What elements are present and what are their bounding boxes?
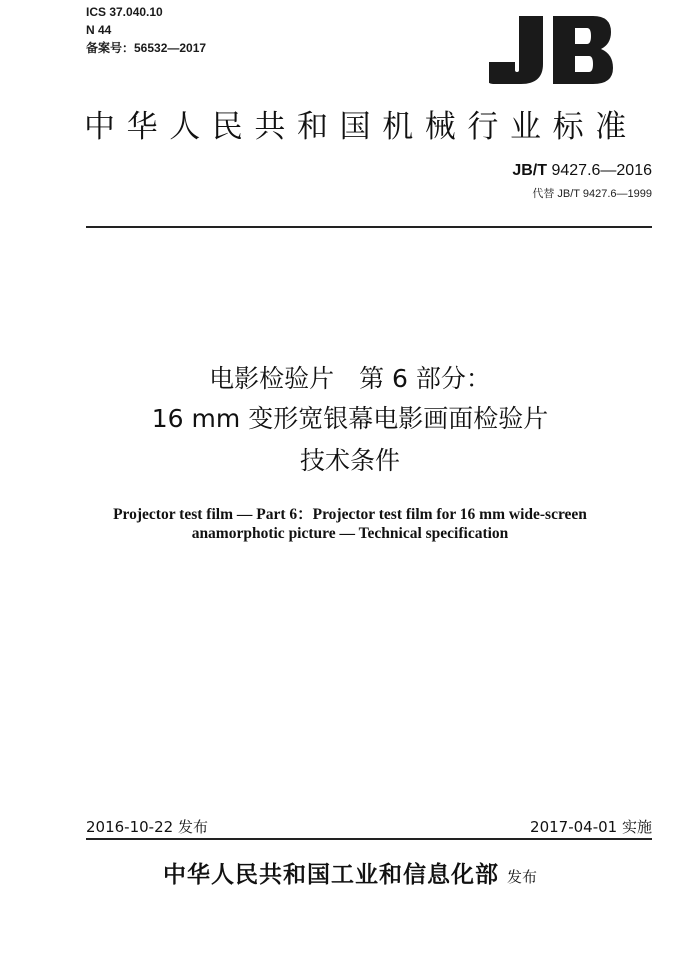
title-cn-line1: 电影检验片 第 6 部分： [209,364,491,393]
standard-number-value: 9427.6—2016 [551,162,652,179]
bottom-divider [86,838,652,840]
title-en-line2: anamorphotic picture — Technical specification [191,525,509,542]
title-cn-line2: 16 mm 变形宽银幕电影画面检验片 [151,404,549,433]
issue-date: 2016-10-22 发布 [86,818,208,836]
filing-number: 备案号：56532—2017 [86,41,207,55]
ics-code: ICS 37.040.10 [86,5,163,19]
standard-category: 中华人民共和国机械行业标准 [84,109,638,145]
publisher-name: 中华人民共和国工业和信息化部 [162,862,499,888]
publisher [0,856,700,889]
top-divider [86,226,652,228]
implementation-date: 2017-04-01 实施 [530,818,652,836]
ccs-code: N 44 [86,23,112,37]
title-cn-line3: 技术条件 [299,446,400,475]
title-en-line1: Projector test film — Part 6：Projector test film for 16 mm wide-screen [113,506,587,523]
jb-logo [489,14,615,86]
standard-number-prefix: JB/T [512,162,548,179]
publisher-action: 发布 [506,868,537,886]
standard-number [512,162,652,180]
replaces-standard: 代替 JB/T 9427.6—1999 [532,188,652,200]
